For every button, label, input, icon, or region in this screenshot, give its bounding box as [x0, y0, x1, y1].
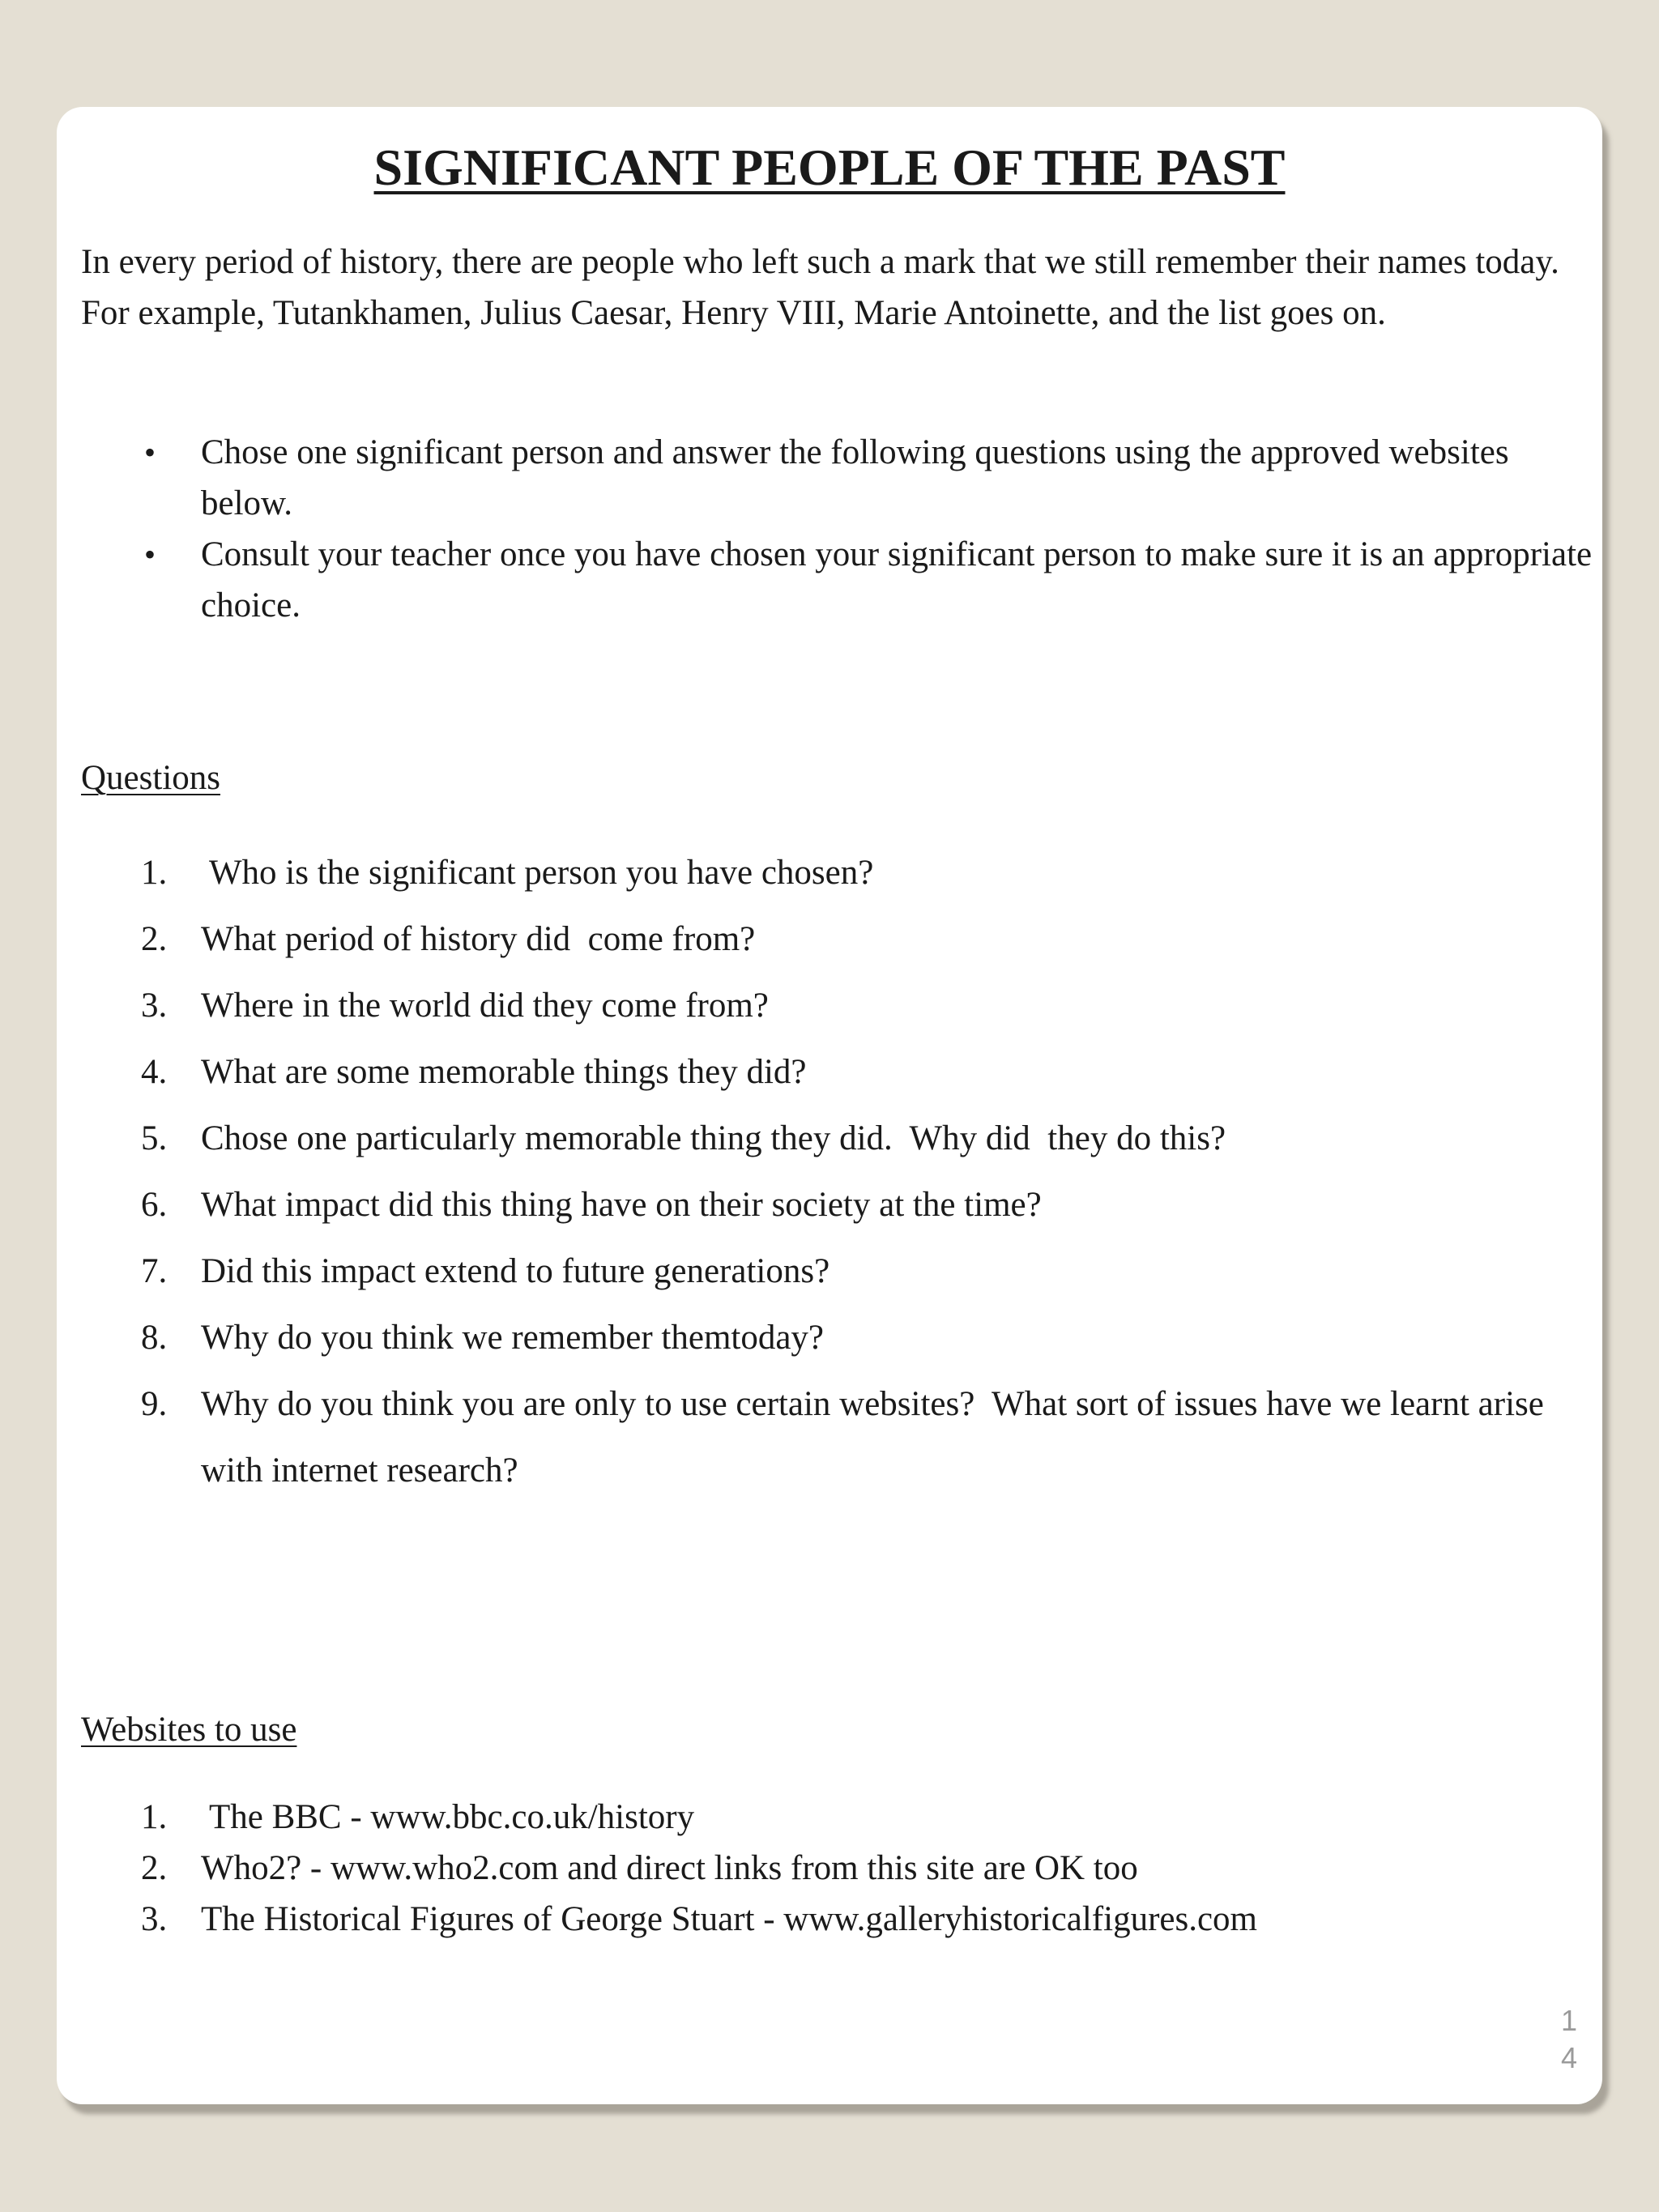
bullet-icon: •: [144, 434, 156, 471]
question-text: Did this impact extend to future generations?: [201, 1252, 830, 1290]
intro-paragraph: In every period of history, there are people who left such a mark that we still remember their names today. For example, Tutankhamen, Julius Caesar, Henry VIII, Marie Antoinette, and the list goes on.: [81, 243, 1559, 332]
question-text: Why do you think we remember themtoday?: [201, 1319, 825, 1357]
questions-list: [57, 840, 1596, 1504]
question-text: What period of history did come from?: [201, 920, 756, 958]
question-text: What are some memorable things they did?: [201, 1053, 807, 1091]
question-text: Why do you think you are only to use certain websites? What sort of issues have we learnt arise with internet research?: [201, 1385, 1553, 1490]
question-number: 9.: [141, 1385, 168, 1423]
instruction-item: [57, 529, 1596, 631]
website-number: 1.: [141, 1798, 168, 1836]
question-item: [57, 1106, 1596, 1172]
page-number: 14: [1560, 2004, 1578, 2074]
website-number: 2.: [141, 1849, 168, 1887]
question-number: 3.: [141, 987, 168, 1025]
question-text: What impact did this thing have on their society at the time?: [201, 1186, 1042, 1224]
instruction-list: [57, 427, 1596, 631]
websites-list: [57, 1792, 1596, 1945]
question-number: 6.: [141, 1186, 168, 1224]
question-number: 8.: [141, 1319, 168, 1357]
instruction-text: Chose one significant person and answer the following questions using the approved websites below.: [201, 433, 1509, 522]
question-number: 7.: [141, 1252, 168, 1290]
question-item: [57, 840, 1596, 906]
document-page: [57, 107, 1602, 2104]
website-text: The BBC - www.bbc.co.uk/history: [201, 1798, 695, 1836]
question-item: [57, 1238, 1596, 1305]
question-number: 2.: [141, 920, 168, 958]
website-item: [57, 1843, 1596, 1894]
question-item: [57, 906, 1596, 973]
question-item: [57, 1371, 1596, 1504]
website-text: Who2? - www.who2.com and direct links from this site are OK too: [201, 1849, 1138, 1887]
questions-heading: Questions: [81, 759, 220, 797]
instruction-item: [57, 427, 1596, 529]
question-text: Who is the significant person you have chosen?: [201, 854, 874, 892]
instruction-text: Consult your teacher once you have chosen your significant person to make sure it is an appropriate choice.: [201, 535, 1593, 624]
question-item: [57, 973, 1596, 1039]
question-item: [57, 1172, 1596, 1238]
question-item: [57, 1305, 1596, 1371]
website-item: [57, 1792, 1596, 1843]
websites-heading: Websites to use: [81, 1711, 297, 1749]
question-text: Where in the world did they come from?: [201, 987, 769, 1025]
page-title: SIGNIFICANT PEOPLE OF THE PAST: [373, 139, 1286, 196]
question-number: 1.: [141, 854, 168, 892]
question-text: Chose one particularly memorable thing they did. Why did they do this?: [201, 1119, 1226, 1157]
website-item: [57, 1894, 1596, 1945]
bullet-icon: •: [144, 536, 156, 573]
website-number: 3.: [141, 1900, 168, 1938]
question-number: 4.: [141, 1053, 168, 1091]
question-number: 5.: [141, 1119, 168, 1157]
question-item: [57, 1039, 1596, 1106]
website-text: The Historical Figures of George Stuart - www.galleryhistoricalfigures.com: [201, 1900, 1257, 1938]
